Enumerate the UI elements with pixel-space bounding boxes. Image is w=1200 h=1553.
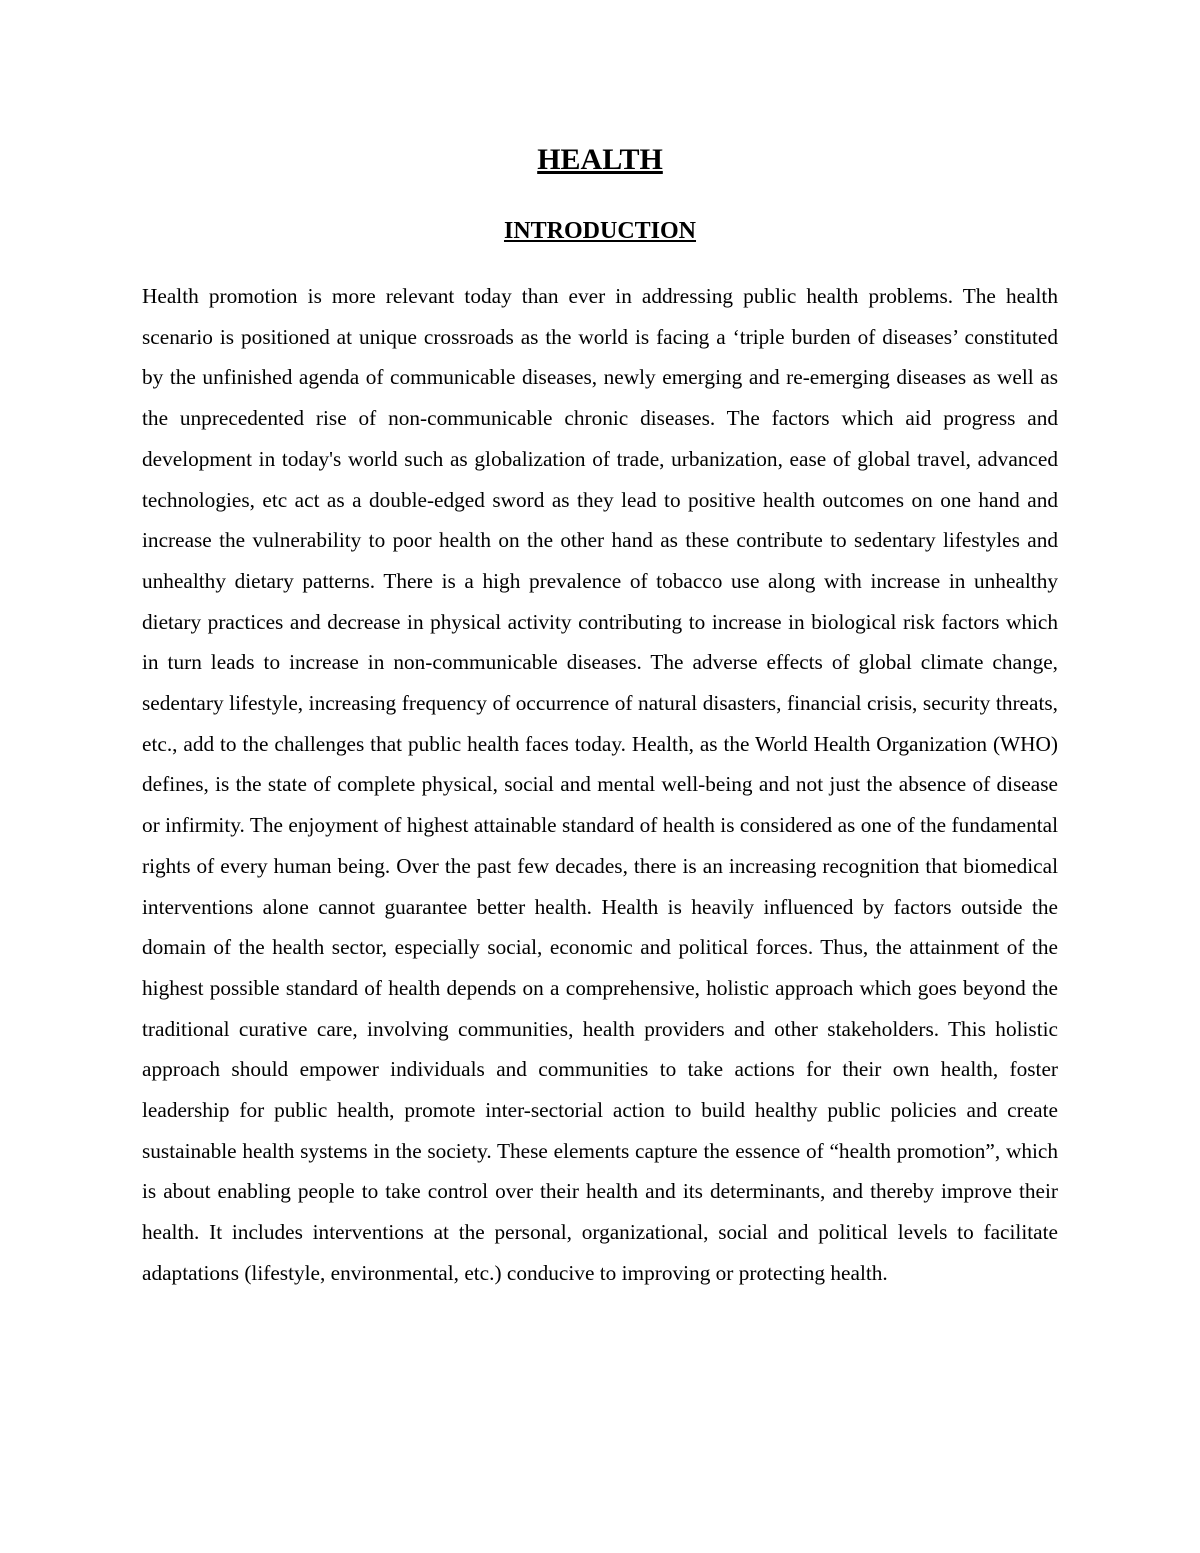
introduction-paragraph: Health promotion is more relevant today than ever in addressing public health problems. The health scenario is positioned at unique crossroads as the world is facing a ‘triple burden of diseases’ constituted by the unfinished agenda of communicable diseases, newly emerging and re-emerging diseases as well as the unprecedented rise of non-communicable chronic diseases. The factors which aid progress and development in today's world such as globalization of trade, urbanization, ease of global travel, advanced technologies, etc act as a double-edged sword as they lead to positive health outcomes on one hand and increase the vulnerability to poor health on the other hand as these contribute to sedentary lifestyles and unhealthy dietary patterns. There is a high prevalence of tobacco use along with increase in unhealthy dietary practices and decrease in physical activity contributing to increase in biological risk factors which in turn leads to increase in non-communicable diseases. The adverse effects of global climate change, sedentary lifestyle, increasing frequency of occurrence of natural disasters, financial crisis, security threats, etc., add to the challenges that public health faces today. Health, as the World Health Organization (WHO) defines, is the state of complete physical, social and mental well-being and not just the absence of disease or infirmity. The enjoyment of highest attainable standard of health is considered as one of the fundamental rights of every human being. Over the past few decades, there is an increasing recognition that biomedical interventions alone cannot guarantee better health. Health is heavily influenced by factors outside the domain of the health sector, especially social, economic and political forces. Thus, the attainment of the highest possible standard of health depends on a comprehensive, holistic approach which goes beyond the traditional curative care, involving communities, health providers and other stakeholders. This holistic approach should empower individuals and communities to take actions for their own health, foster leadership for public health, promote inter-sectorial action to build healthy public policies and create sustainable health systems in the society. These elements capture the essence of “health promotion”, which is about enabling people to take control over their health and its determinants, and thereby improve their health. It includes interventions at the personal, organizational, social and political levels to facilitate adaptations (lifestyle, environmental, etc.) conducive to improving or protecting health. [142,284,1058,1285]
section-heading-introduction: INTRODUCTION [503,218,697,244]
document-title: HEALTH [537,143,663,176]
